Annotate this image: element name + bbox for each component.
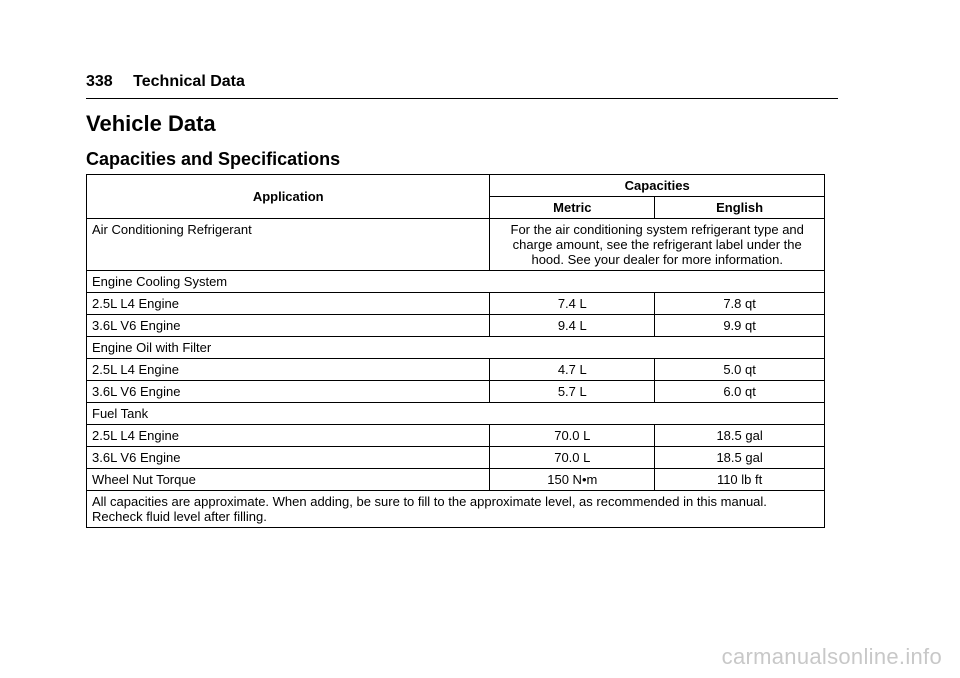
section-heading: Capacities and Specifications: [86, 149, 341, 169]
table-row: [87, 425, 825, 447]
row-name: 2.5L L4 Engine: [87, 359, 490, 381]
table-footnote-row: [87, 491, 825, 528]
row-name: 3.6L V6 Engine: [87, 447, 490, 469]
row-name: 3.6L V6 Engine: [87, 381, 490, 403]
row-metric: 70.0 L: [490, 425, 655, 447]
table-group-row: [87, 337, 825, 359]
torque-english: 110 lb ft: [655, 469, 825, 491]
header-metric: Metric: [490, 197, 655, 219]
row-english: 7.8 qt: [655, 293, 825, 315]
row-name: 3.6L V6 Engine: [87, 315, 490, 337]
oil-label: Engine Oil with Filter: [87, 337, 825, 359]
row-english: 9.9 qt: [655, 315, 825, 337]
page-title: Vehicle Data: [86, 111, 216, 136]
header-capacities: Capacities: [490, 175, 825, 197]
table-row: [87, 381, 825, 403]
row-name: 2.5L L4 Engine: [87, 425, 490, 447]
row-metric: 70.0 L: [490, 447, 655, 469]
cooling-label: Engine Cooling System: [87, 271, 825, 293]
table-row: [87, 447, 825, 469]
row-name: 2.5L L4 Engine: [87, 293, 490, 315]
capacities-table: [86, 174, 825, 528]
row-metric: 5.7 L: [490, 381, 655, 403]
table-row: [87, 315, 825, 337]
table-group-row: [87, 403, 825, 425]
row-english: 5.0 qt: [655, 359, 825, 381]
torque-metric: 150 N•m: [490, 469, 655, 491]
table-row: [87, 469, 825, 491]
header-english: English: [655, 197, 825, 219]
row-english: 18.5 gal: [655, 447, 825, 469]
watermark: carmanualsonline.info: [721, 644, 942, 669]
row-metric: 7.4 L: [490, 293, 655, 315]
ac-label: Air Conditioning Refrigerant: [87, 219, 490, 271]
table-header-row: [87, 175, 825, 197]
footnote: All capacities are approximate. When adding, be sure to fill to the approximate level, as recommended in this manual. Recheck fluid level after filling.: [87, 491, 825, 528]
table-row: [87, 293, 825, 315]
torque-label: Wheel Nut Torque: [87, 469, 490, 491]
table-row: [87, 359, 825, 381]
page-number: 338: [86, 73, 113, 90]
row-metric: 4.7 L: [490, 359, 655, 381]
table-row: [87, 219, 825, 271]
table-group-row: [87, 271, 825, 293]
header-application: Application: [87, 175, 490, 219]
fuel-label: Fuel Tank: [87, 403, 825, 425]
section-title: Technical Data: [133, 73, 245, 90]
page-header: [86, 72, 838, 99]
row-metric: 9.4 L: [490, 315, 655, 337]
row-english: 18.5 gal: [655, 425, 825, 447]
ac-note: For the air conditioning system refrigerant type and charge amount, see the refrigerant label under the hood. See your dealer for more information.: [490, 219, 825, 271]
row-english: 6.0 qt: [655, 381, 825, 403]
